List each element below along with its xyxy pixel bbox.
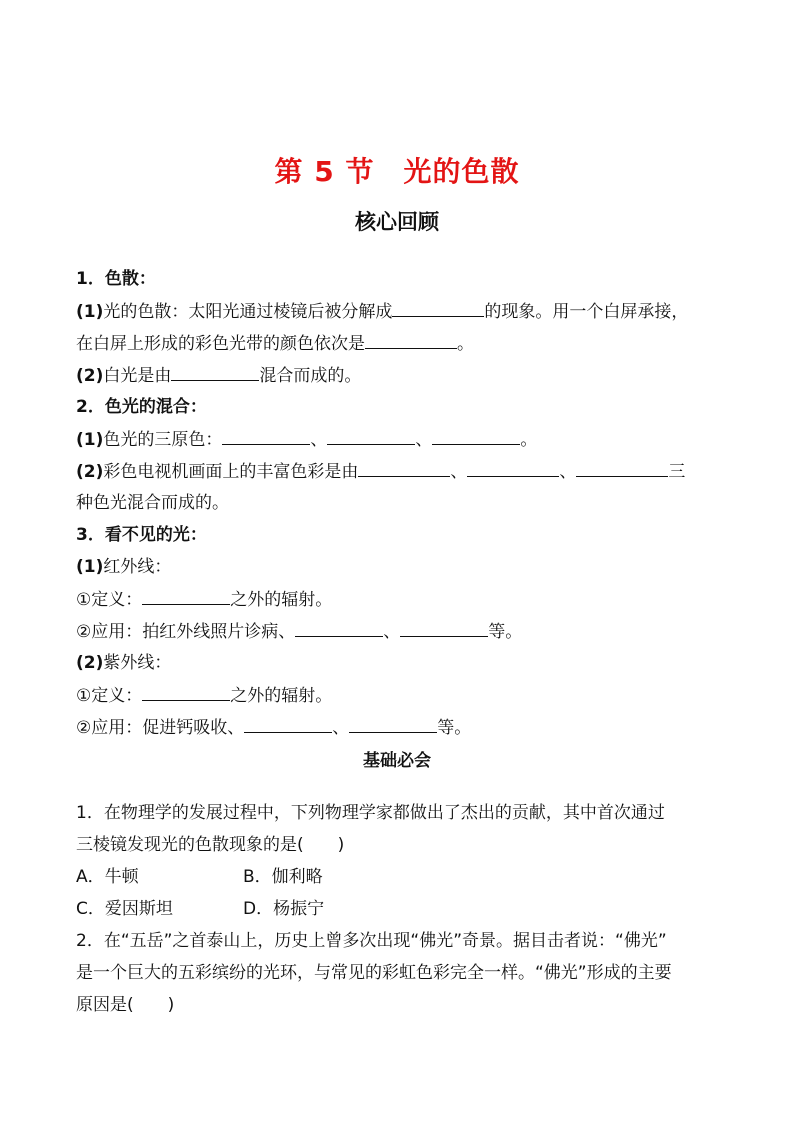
option-b[interactable]: B．伽利略 <box>243 867 323 887</box>
review-q3-2: (2)紫外线： <box>76 653 172 673</box>
review-q1-1-line2: 在白屏上形成的彩色光带的颜色依次是 。 <box>76 334 474 354</box>
fill-blank[interactable] <box>327 428 415 445</box>
review-q1-title: 1．色散： <box>76 269 156 289</box>
basics-q2-line1: 2．在“五岳”之首泰山上，历史上曾多次出现“佛光”奇景。据目击者说：“佛光” <box>76 931 667 951</box>
review-q2-title: 2．色光的混合： <box>76 397 207 417</box>
fill-blank[interactable] <box>432 428 520 445</box>
fill-blank[interactable] <box>244 716 332 733</box>
fill-blank[interactable] <box>349 716 437 733</box>
option-a[interactable]: A．牛顿 <box>76 867 139 887</box>
review-q3-2-definition: ①定义： 之外的辐射。 <box>76 686 333 706</box>
fill-blank[interactable] <box>295 620 383 637</box>
review-q3-1: (1)红外线： <box>76 557 172 577</box>
option-c[interactable]: C．爱因斯坦 <box>76 899 173 919</box>
section-title-core-review: 核心回顾 <box>355 210 439 234</box>
basics-q1-line1: 1．在物理学的发展过程中，下列物理学家都做出了杰出的贡献，其中首次通过 <box>76 803 665 823</box>
fill-blank[interactable] <box>171 364 259 381</box>
fill-blank[interactable] <box>358 460 450 477</box>
basics-q2-line3: 原因是( ) <box>76 995 175 1015</box>
page-title: 第 5 节 光的色散 <box>274 155 520 188</box>
fill-blank[interactable] <box>467 460 559 477</box>
section-title-basics: 基础必会 <box>363 751 431 771</box>
fill-blank[interactable] <box>222 428 310 445</box>
review-q3-title: 3．看不见的光： <box>76 525 207 545</box>
review-q2-2-line1: (2)彩色电视机画面上的丰富色彩是由 、 、 三 <box>76 462 686 482</box>
fill-blank[interactable] <box>400 620 488 637</box>
option-d[interactable]: D．杨振宁 <box>243 899 325 919</box>
basics-q1-line2: 三棱镜发现光的色散现象的是( ) <box>76 835 345 855</box>
fill-blank[interactable] <box>365 332 457 349</box>
fill-blank[interactable] <box>392 300 484 317</box>
basics-q2-line2: 是一个巨大的五彩缤纷的光环，与常见的彩虹色彩完全一样。“佛光”形成的主要 <box>76 963 672 983</box>
review-q2-2-line2: 种色光混合而成的。 <box>76 493 229 513</box>
fill-blank[interactable] <box>142 588 230 605</box>
fill-blank[interactable] <box>142 684 230 701</box>
review-q2-1: (1)色光的三原色： 、 、 。 <box>76 430 538 450</box>
review-q3-1-definition: ①定义： 之外的辐射。 <box>76 590 333 610</box>
review-q3-2-application: ②应用：促进钙吸收、 、 等。 <box>76 718 472 738</box>
fill-blank[interactable] <box>576 460 668 477</box>
review-q1-1-line1: (1)光的色散：太阳光通过棱镜后被分解成 的现象。用一个白屏承接， <box>76 302 689 322</box>
review-q1-2: (2)白光是由 混合而成的。 <box>76 366 362 386</box>
review-q3-1-application: ②应用：拍红外线照片诊病、 、 等。 <box>76 622 523 642</box>
